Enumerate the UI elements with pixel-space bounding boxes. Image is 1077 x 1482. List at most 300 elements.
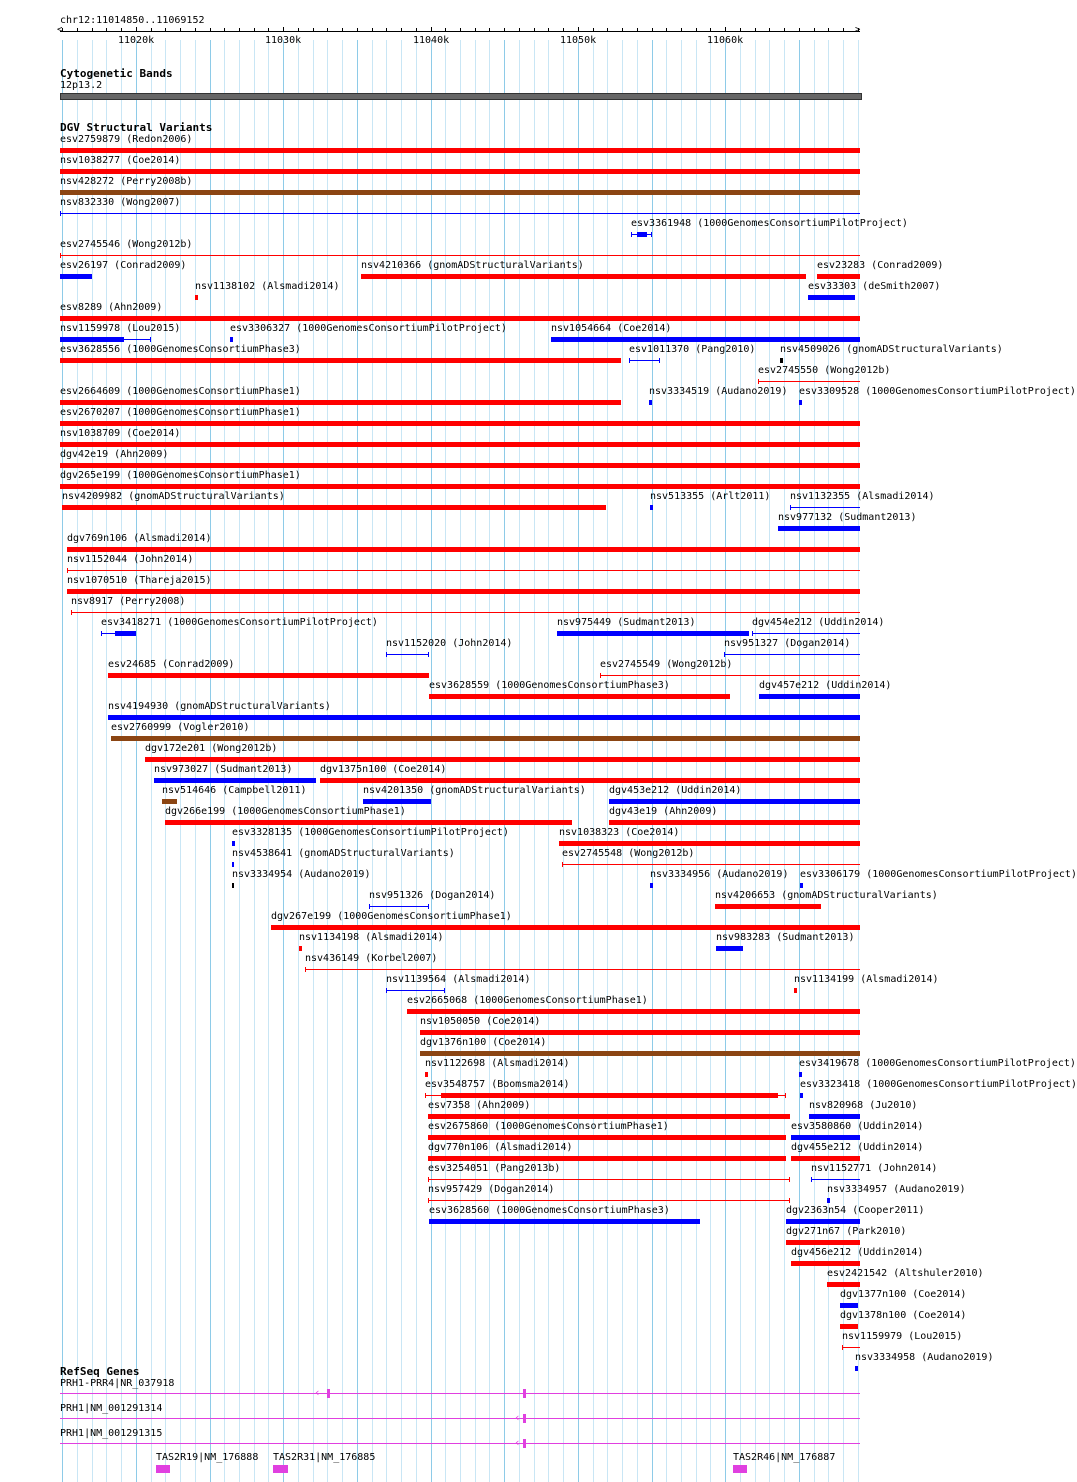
dgv-feature-label[interactable]: nsv4206653 (gnomADStructuralVariants) <box>715 890 938 901</box>
dgv-feature-label[interactable]: dgv770n106 (Alsmadi2014) <box>428 1142 573 1153</box>
ruler-tick <box>475 28 476 31</box>
dgv-feature-label[interactable]: esv2745549 (Wong2012b) <box>600 659 733 670</box>
dgv-feature-label[interactable]: esv3306327 (1000GenomesConsortiumPilotProject) <box>230 323 507 334</box>
dgv-feature-label[interactable]: esv2745548 (Wong2012b) <box>562 848 695 859</box>
ruler-tick <box>637 28 638 31</box>
dgv-feature-bar[interactable] <box>232 883 234 888</box>
ruler-tick <box>136 27 137 31</box>
dgv-feature-bar[interactable] <box>557 631 749 636</box>
gene-label[interactable]: TAS2R46|NM_176887 <box>733 1452 836 1463</box>
dgv-feature-endcap <box>386 988 387 993</box>
dgv-feature-bar[interactable] <box>230 337 233 342</box>
dgv-feature-bar[interactable] <box>840 1303 858 1308</box>
ruler-tick <box>769 28 770 31</box>
dgv-feature-bar[interactable] <box>809 1114 860 1119</box>
dgv-feature-label[interactable]: nsv3334954 (Audano2019) <box>232 869 371 880</box>
dgv-feature-label[interactable]: nsv4509026 (gnomADStructuralVariants) <box>780 344 1003 355</box>
dgv-feature-label[interactable]: esv24685 (Conrad2009) <box>108 659 235 670</box>
ruler-axis <box>60 31 860 32</box>
dgv-feature-bar[interactable] <box>827 1198 830 1203</box>
gene-exon[interactable] <box>156 1465 170 1473</box>
dgv-feature-line[interactable] <box>60 213 860 214</box>
dgv-feature-label[interactable]: dgv457e212 (Uddin2014) <box>759 680 892 691</box>
ruler-tick <box>828 28 829 31</box>
dgv-feature-label[interactable]: nsv951327 (Dogan2014) <box>724 638 851 649</box>
ruler-tick <box>357 28 358 31</box>
ruler-tick <box>548 28 549 31</box>
dgv-feature-endcap <box>60 253 61 258</box>
dgv-feature-label[interactable]: dgv172e201 (Wong2012b) <box>145 743 278 754</box>
ruler-end-left-arrow-icon: < <box>57 25 63 35</box>
cytoband-track-title[interactable]: Cytogenetic Bands <box>60 67 173 80</box>
ruler-tick <box>92 28 93 31</box>
dgv-feature-bar[interactable] <box>60 442 860 447</box>
ruler-tick <box>431 27 432 31</box>
dgv-feature-bar[interactable] <box>271 925 860 930</box>
ruler-tick <box>681 28 682 31</box>
dgv-feature-endcap <box>428 904 429 909</box>
ruler-tick <box>210 28 211 31</box>
ruler-tick <box>77 28 78 31</box>
dgv-feature-bar[interactable] <box>111 736 860 741</box>
dgv-feature-bar[interactable] <box>62 505 606 510</box>
gene-exon[interactable] <box>523 1389 526 1398</box>
dgv-feature-label[interactable]: nsv1159978 (Lou2015) <box>60 323 181 334</box>
dgv-feature-bar[interactable] <box>420 1051 860 1056</box>
dgv-feature-label[interactable]: esv3628560 (1000GenomesConsortiumPhase3) <box>429 1205 670 1216</box>
dgv-feature-label[interactable]: nsv4210366 (gnomADStructuralVariants) <box>361 260 584 271</box>
dgv-feature-bar[interactable] <box>425 1072 428 1077</box>
dgv-feature-bar[interactable] <box>60 190 860 195</box>
ruler-tick <box>814 28 815 31</box>
dgv-feature-bar[interactable] <box>650 883 653 888</box>
dgv-feature-bar[interactable] <box>429 694 730 699</box>
dgv-feature-label[interactable]: dgv456e212 (Uddin2014) <box>791 1247 924 1258</box>
dgv-feature-label[interactable]: nsv3334519 (Audano2019) <box>649 386 788 397</box>
dgv-feature-label[interactable]: nsv1134199 (Alsmadi2014) <box>794 974 939 985</box>
ruler-tick <box>622 28 623 31</box>
gene-exon[interactable] <box>733 1465 747 1473</box>
gene-intron-line[interactable] <box>60 1418 860 1419</box>
ruler-tick <box>578 27 579 31</box>
dgv-feature-label[interactable]: esv2675860 (1000GenomesConsortiumPhase1) <box>428 1121 669 1132</box>
dgv-feature-line[interactable] <box>811 1179 860 1180</box>
dgv-feature-line[interactable] <box>758 381 860 382</box>
dgv-feature-label[interactable]: esv2759879 (Redon2006) <box>60 134 193 145</box>
ruler-tick-label: 11040k <box>413 35 450 46</box>
dgv-feature-label[interactable]: dgv2363n54 (Cooper2011) <box>786 1205 925 1216</box>
dgv-feature-line[interactable] <box>428 1179 790 1180</box>
dgv-feature-bar[interactable] <box>60 400 621 405</box>
dgv-feature-endcap <box>659 358 660 363</box>
dgv-feature-label[interactable]: dgv1376n100 (Coe2014) <box>420 1037 547 1048</box>
dgv-feature-label[interactable]: nsv4538641 (gnomADStructuralVariants) <box>232 848 455 859</box>
dgv-feature-label[interactable]: esv3309528 (1000GenomesConsortiumPilotProject) <box>799 386 1076 397</box>
dgv-feature-label[interactable]: dgv453e212 (Uddin2014) <box>609 785 742 796</box>
dgv-feature-bar[interactable] <box>108 715 860 720</box>
ruler-tick-label: 11060k <box>707 35 744 46</box>
dgv-feature-label[interactable]: dgv42e19 (Ahn2009) <box>60 449 169 460</box>
dgv-feature-label[interactable]: nsv977132 (Sudmant2013) <box>778 512 917 523</box>
dgv-feature-line[interactable] <box>386 654 429 655</box>
refseq-track-title[interactable]: RefSeq Genes <box>60 1365 140 1378</box>
dgv-feature-endcap <box>101 631 102 636</box>
ruler-tick <box>725 27 726 31</box>
ruler-tick <box>327 28 328 31</box>
dgv-feature-bar[interactable] <box>232 841 235 846</box>
dgv-feature-label[interactable]: esv2745550 (Wong2012b) <box>758 365 891 376</box>
dgv-feature-label[interactable]: dgv266e199 (1000GenomesConsortiumPhase1) <box>165 806 406 817</box>
dgv-feature-label[interactable]: nsv436149 (Korbel2007) <box>305 953 438 964</box>
ruler-tick-label: 11050k <box>560 35 597 46</box>
dgv-feature-endcap <box>811 1177 812 1182</box>
gene-exon[interactable] <box>523 1439 526 1448</box>
dgv-feature-bar[interactable] <box>791 1135 860 1140</box>
gene-exon[interactable] <box>273 1465 288 1473</box>
dgv-feature-line[interactable] <box>724 654 860 655</box>
dgv-feature-endcap <box>305 967 306 972</box>
dgv-feature-endcap <box>425 1093 426 1098</box>
dgv-feature-bar[interactable] <box>145 757 860 762</box>
gene-label[interactable]: PRH1-PRR4|NR_037918 <box>60 1378 175 1389</box>
dgv-feature-label[interactable]: nsv1070510 (Thareja2015) <box>67 575 212 586</box>
ruler-tick <box>519 28 520 31</box>
dgv-feature-label[interactable]: nsv951326 (Dogan2014) <box>369 890 496 901</box>
dgv-feature-line[interactable] <box>629 360 660 361</box>
dgv-feature-bar[interactable] <box>808 295 855 300</box>
dgv-feature-label[interactable]: nsv3334956 (Audano2019) <box>650 869 789 880</box>
dgv-feature-bar[interactable] <box>299 946 302 951</box>
ruler-tick <box>740 28 741 31</box>
dgv-feature-bar[interactable] <box>60 337 124 342</box>
dgv-feature-endcap <box>150 337 151 342</box>
dgv-feature-label[interactable]: esv2421542 (Altshuler2010) <box>827 1268 984 1279</box>
dgv-feature-label[interactable]: nsv1139564 (Alsmadi2014) <box>386 974 531 985</box>
dgv-feature-label[interactable]: esv2664609 (1000GenomesConsortiumPhase1) <box>60 386 301 397</box>
dgv-feature-line[interactable] <box>752 633 860 634</box>
dgv-feature-label[interactable]: nsv1132355 (Alsmadi2014) <box>790 491 935 502</box>
dgv-feature-endcap <box>60 211 61 216</box>
dgv-feature-label[interactable]: nsv513355 (Arlt2011) <box>650 491 771 502</box>
location-label: chr12:11014850..11069152 <box>60 15 205 26</box>
dgv-feature-label[interactable]: nsv1152044 (John2014) <box>67 554 194 565</box>
ruler-tick <box>416 28 417 31</box>
dgv-feature-bar[interactable] <box>780 358 783 363</box>
dgv-feature-label[interactable]: dgv267e199 (1000GenomesConsortiumPhase1) <box>271 911 512 922</box>
dgv-feature-line[interactable] <box>562 864 860 865</box>
dgv-feature-bar[interactable] <box>609 820 860 825</box>
ruler-tick <box>268 28 269 31</box>
dgv-feature-endcap <box>785 1093 786 1098</box>
dgv-feature-bar[interactable] <box>60 484 860 489</box>
dgv-feature-bar[interactable] <box>799 400 802 405</box>
ruler-end-right-arrow-icon: > <box>855 25 861 35</box>
ruler-tick <box>386 28 387 31</box>
dgv-feature-bar[interactable] <box>108 673 429 678</box>
dgv-feature-label[interactable]: nsv1122698 (Alsmadi2014) <box>425 1058 570 1069</box>
dgv-feature-label[interactable]: esv26197 (Conrad2009) <box>60 260 187 271</box>
dgv-feature-bar[interactable] <box>60 421 860 426</box>
cytoband-label: 12p13.2 <box>60 80 103 91</box>
gene-label[interactable]: PRH1|NM_001291314 <box>60 1403 163 1414</box>
dgv-feature-bar[interactable] <box>827 1282 860 1287</box>
dgv-feature-line[interactable] <box>790 507 860 508</box>
dgv-feature-bar[interactable] <box>60 316 860 321</box>
dgv-feature-bar[interactable] <box>320 778 860 783</box>
dgv-feature-label[interactable]: dgv1378n100 (Coe2014) <box>840 1310 967 1321</box>
ruler-tick <box>254 28 255 31</box>
dgv-feature-label[interactable]: dgv769n106 (Alsmadi2014) <box>67 533 212 544</box>
dgv-feature-endcap <box>428 1198 429 1203</box>
cytoband-bar[interactable] <box>60 93 862 100</box>
dgv-feature-bar[interactable] <box>716 946 743 951</box>
dgv-feature-line[interactable] <box>600 675 860 676</box>
dgv-feature-bar[interactable] <box>778 526 860 531</box>
dgv-feature-bar[interactable] <box>60 274 92 279</box>
dgv-feature-label[interactable]: nsv1152771 (John2014) <box>811 1163 938 1174</box>
dgv-feature-label[interactable]: dgv265e199 (1000GenomesConsortiumPhase1) <box>60 470 301 481</box>
dgv-feature-label[interactable]: esv23283 (Conrad2009) <box>817 260 944 271</box>
dgv-feature-label[interactable]: dgv455e212 (Uddin2014) <box>791 1142 924 1153</box>
dgv-feature-bar[interactable] <box>786 1240 860 1245</box>
dgv-feature-line[interactable] <box>386 990 445 991</box>
dgv-feature-label[interactable]: dgv1377n100 (Coe2014) <box>840 1289 967 1300</box>
dgv-feature-label[interactable]: nsv8917 (Perry2008) <box>71 596 186 607</box>
dgv-feature-endcap <box>386 652 387 657</box>
dgv-feature-bar[interactable] <box>428 1114 790 1119</box>
gene-exon[interactable] <box>327 1389 330 1398</box>
dgv-feature-label[interactable]: esv33303 (deSmith2007) <box>808 281 941 292</box>
dgv-feature-label[interactable]: nsv3334957 (Audano2019) <box>827 1184 966 1195</box>
dgv-feature-endcap <box>629 358 630 363</box>
dgv-feature-line[interactable] <box>60 255 860 256</box>
strand-arrow-icon: ‹ <box>314 1386 321 1399</box>
dgv-feature-bar[interactable] <box>67 589 860 594</box>
dgv-feature-bar[interactable] <box>609 799 860 804</box>
gene-exon[interactable] <box>523 1414 526 1423</box>
dgv-feature-bar[interactable] <box>650 505 653 510</box>
ruler-tick <box>504 28 505 31</box>
ruler-tick <box>342 28 343 31</box>
dgv-feature-bar[interactable] <box>715 904 821 909</box>
dgv-feature-label[interactable]: nsv1038323 (Coe2014) <box>559 827 680 838</box>
ruler-tick <box>121 28 122 31</box>
dgv-feature-line[interactable] <box>305 969 860 970</box>
dgv-feature-endcap <box>444 988 445 993</box>
dgv-feature-bar[interactable] <box>800 1093 803 1098</box>
ruler-tick <box>298 28 299 31</box>
dgv-feature-line[interactable] <box>428 1200 790 1201</box>
dgv-feature-bar[interactable] <box>60 358 621 363</box>
ruler-tick-label: 11030k <box>265 35 302 46</box>
dgv-feature-bar[interactable] <box>840 1324 858 1329</box>
dgv-feature-bar[interactable] <box>800 883 803 888</box>
dgv-feature-endcap <box>758 379 759 384</box>
dgv-feature-bar[interactable] <box>195 295 198 300</box>
ruler-tick <box>666 28 667 31</box>
gene-label[interactable]: PRH1|NM_001291315 <box>60 1428 163 1439</box>
dgv-feature-label[interactable]: nsv1050050 (Coe2014) <box>420 1016 541 1027</box>
dgv-feature-label[interactable]: nsv832330 (Wong2007) <box>60 197 181 208</box>
dgv-feature-bar[interactable] <box>361 274 806 279</box>
dgv-feature-endcap <box>562 862 563 867</box>
dgv-feature-endcap <box>651 232 652 237</box>
dgv-feature-endcap <box>789 1177 790 1182</box>
ruler-tick <box>401 28 402 31</box>
dgv-feature-label[interactable]: esv3361948 (1000GenomesConsortiumPilotProject) <box>631 218 908 229</box>
dgv-feature-endcap <box>428 652 429 657</box>
dgv-feature-label[interactable]: esv2745546 (Wong2012b) <box>60 239 193 250</box>
dgv-feature-bar[interactable] <box>428 1135 786 1140</box>
dgv-feature-line[interactable] <box>842 1347 860 1348</box>
dgv-feature-bar[interactable] <box>115 631 136 636</box>
dgv-feature-bar[interactable] <box>794 988 797 993</box>
ruler-tick <box>180 28 181 31</box>
dgv-feature-bar[interactable] <box>420 1030 860 1035</box>
dgv-feature-label[interactable]: esv2665068 (1000GenomesConsortiumPhase1) <box>407 995 648 1006</box>
dgv-feature-endcap <box>631 232 632 237</box>
ruler-tick <box>843 28 844 31</box>
dgv-feature-label[interactable]: dgv43e19 (Ahn2009) <box>609 806 718 817</box>
dgv-feature-bar[interactable] <box>799 1072 802 1077</box>
ruler-tick-label: 11020k <box>118 35 155 46</box>
ruler-tick <box>534 28 535 31</box>
dgv-feature-label[interactable]: nsv428272 (Perry2008b) <box>60 176 193 187</box>
dgv-feature-label[interactable]: nsv1054664 (Coe2014) <box>551 323 672 334</box>
ruler-tick <box>372 28 373 31</box>
dgv-feature-label[interactable]: esv1011370 (Pang2010) <box>629 344 756 355</box>
dgv-feature-endcap <box>428 1177 429 1182</box>
dgv-feature-label[interactable]: nsv3334958 (Audano2019) <box>855 1352 994 1363</box>
dgv-feature-bar[interactable] <box>791 1156 860 1161</box>
dgv-feature-bar[interactable] <box>428 1156 786 1161</box>
dgv-feature-line[interactable] <box>67 570 860 571</box>
dgv-feature-label[interactable]: nsv957429 (Dogan2014) <box>428 1184 555 1195</box>
dgv-feature-endcap <box>369 904 370 909</box>
dgv-feature-label[interactable]: nsv1134198 (Alsmadi2014) <box>299 932 444 943</box>
dgv-feature-endcap <box>600 673 601 678</box>
ruler-tick <box>283 27 284 31</box>
gene-intron-line[interactable] <box>60 1443 860 1444</box>
dgv-feature-label[interactable]: nsv1138102 (Alsmadi2014) <box>195 281 340 292</box>
ruler-tick <box>607 28 608 31</box>
dgv-feature-bar[interactable] <box>232 862 234 867</box>
dgv-feature-endcap <box>842 1345 843 1350</box>
dgv-feature-bar[interactable] <box>551 337 860 342</box>
dgv-feature-bar[interactable] <box>429 1219 700 1224</box>
dgv-feature-bar[interactable] <box>165 820 572 825</box>
dgv-feature-label[interactable]: nsv1038277 (Coe2014) <box>60 155 181 166</box>
dgv-feature-bar[interactable] <box>407 1009 860 1014</box>
dgv-feature-label[interactable]: esv3548757 (Boomsma2014) <box>425 1079 570 1090</box>
ruler-tick <box>445 28 446 31</box>
dgv-feature-bar[interactable] <box>67 547 860 552</box>
dgv-feature-label[interactable]: nsv4194930 (gnomADStructuralVariants) <box>108 701 331 712</box>
dgv-feature-label[interactable]: nsv973027 (Sudmant2013) <box>154 764 293 775</box>
dgv-feature-bar[interactable] <box>363 799 431 804</box>
dgv-feature-label[interactable]: nsv820968 (Ju2010) <box>809 1100 918 1111</box>
dgv-feature-label[interactable]: esv3419678 (1000GenomesConsortiumPilotProject) <box>799 1058 1076 1069</box>
dgv-feature-bar[interactable] <box>60 463 860 468</box>
ruler-tick <box>696 28 697 31</box>
ruler-tick <box>106 28 107 31</box>
ruler-tick <box>563 28 564 31</box>
ruler-tick <box>755 28 756 31</box>
dgv-feature-label[interactable]: esv3328135 (1000GenomesConsortiumPilotProject) <box>232 827 509 838</box>
ruler-tick <box>165 28 166 31</box>
dgv-feature-line[interactable] <box>369 906 429 907</box>
dgv-feature-bar[interactable] <box>637 232 647 237</box>
ruler-tick <box>151 28 152 31</box>
dgv-feature-bar[interactable] <box>162 799 177 804</box>
dgv-feature-bar[interactable] <box>649 400 652 405</box>
dgv-feature-bar[interactable] <box>791 1261 860 1266</box>
ruler-tick <box>489 28 490 31</box>
dgv-feature-label[interactable]: esv3323418 (1000GenomesConsortiumPilotProject) <box>800 1079 1077 1090</box>
dgv-feature-endcap <box>67 568 68 573</box>
dgv-feature-bar[interactable] <box>817 274 860 279</box>
dgv-feature-label[interactable]: esv3628556 (1000GenomesConsortiumPhase3) <box>60 344 301 355</box>
dgv-feature-line[interactable] <box>71 612 860 613</box>
gene-label[interactable]: TAS2R31|NM_176885 <box>273 1452 376 1463</box>
dgv-feature-bar[interactable] <box>60 148 860 153</box>
dgv-feature-bar[interactable] <box>559 841 860 846</box>
dgv-feature-label[interactable]: esv2760999 (Vogler2010) <box>111 722 250 733</box>
dgv-feature-endcap <box>790 505 791 510</box>
dgv-feature-label[interactable]: nsv1038709 (Coe2014) <box>60 428 181 439</box>
dgv-feature-label[interactable]: nsv4209982 (gnomADStructuralVariants) <box>62 491 285 502</box>
gene-intron-line[interactable] <box>60 1393 860 1394</box>
dgv-feature-label[interactable]: dgv271n67 (Park2010) <box>786 1226 907 1237</box>
dgv-feature-label[interactable]: esv3580860 (Uddin2014) <box>791 1121 924 1132</box>
dgv-feature-label[interactable]: esv3628559 (1000GenomesConsortiumPhase3) <box>429 680 670 691</box>
dgv-feature-bar[interactable] <box>60 169 860 174</box>
dgv-feature-label[interactable]: esv7358 (Ahn2009) <box>428 1100 531 1111</box>
dgv-feature-label[interactable]: nsv514646 (Campbell2011) <box>162 785 307 796</box>
dgv-feature-bar[interactable] <box>855 1366 858 1371</box>
dgv-feature-label[interactable]: esv3306179 (1000GenomesConsortiumPilotProject) <box>800 869 1077 880</box>
dgv-feature-label[interactable]: nsv4201350 (gnomADStructuralVariants) <box>363 785 586 796</box>
dgv-feature-label[interactable]: esv3418271 (1000GenomesConsortiumPilotProject) <box>101 617 378 628</box>
dgv-feature-endcap <box>724 652 725 657</box>
dgv-feature-label[interactable]: esv8289 (Ahn2009) <box>60 302 163 313</box>
dgv-feature-label[interactable]: nsv1152020 (John2014) <box>386 638 513 649</box>
dgv-feature-label[interactable]: esv3254051 (Pang2013b) <box>428 1163 561 1174</box>
ruler-tick <box>239 28 240 31</box>
dgv-feature-endcap <box>752 631 753 636</box>
ruler-tick <box>799 28 800 31</box>
dgv-feature-bar[interactable] <box>759 694 860 699</box>
dgv-track-title[interactable]: DGV Structural Variants <box>60 121 213 134</box>
dgv-feature-label[interactable]: nsv975449 (Sudmant2013) <box>557 617 696 628</box>
ruler-tick <box>710 28 711 31</box>
dgv-feature-label[interactable]: dgv1375n100 (Coe2014) <box>320 764 447 775</box>
dgv-feature-bar[interactable] <box>786 1219 860 1224</box>
ruler-tick <box>224 28 225 31</box>
ruler-tick <box>652 28 653 31</box>
strand-arrow-icon: ‹ <box>514 1411 521 1424</box>
dgv-feature-bar[interactable] <box>441 1093 778 1098</box>
dgv-feature-label[interactable]: nsv983283 (Sudmant2013) <box>716 932 855 943</box>
ruler-tick <box>195 28 196 31</box>
dgv-feature-endcap <box>71 610 72 615</box>
dgv-feature-label[interactable]: dgv454e212 (Uddin2014) <box>752 617 885 628</box>
ruler-tick <box>593 28 594 31</box>
dgv-feature-bar[interactable] <box>154 778 316 783</box>
gene-label[interactable]: TAS2R19|NM_176888 <box>156 1452 259 1463</box>
dgv-feature-label[interactable]: esv2670207 (1000GenomesConsortiumPhase1) <box>60 407 301 418</box>
dgv-feature-label[interactable]: nsv1159979 (Lou2015) <box>842 1331 963 1342</box>
